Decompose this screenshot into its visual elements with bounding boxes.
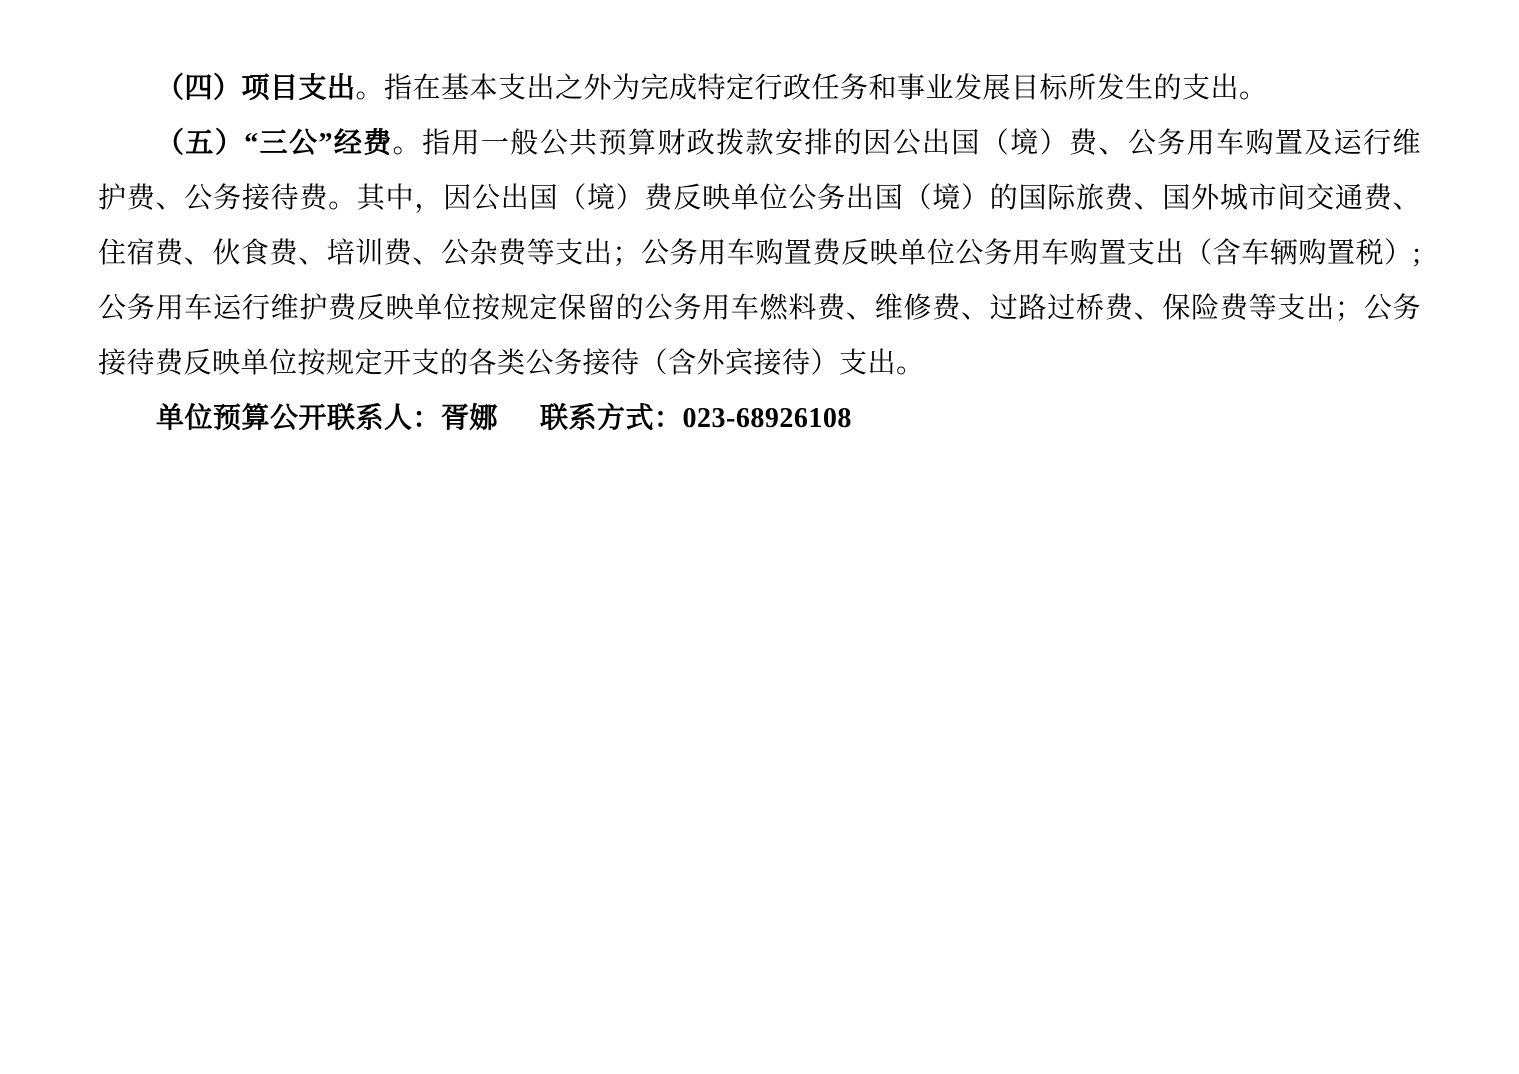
section-5-heading: （五）“三公”经费: [156, 128, 393, 159]
section-5-body-line-3: 住宿费、伙食费、培训费、公杂费等支出；公务用车购置费反映单位公务用车购置支出（含车辆购置税）;: [98, 238, 1421, 269]
section-5-body-line-2: 护费、公务接待费。其中，因公出国（境）费反映单位公务出国（境）的国际旅费、国外城市间交通费、: [98, 183, 1421, 214]
text-line: [98, 116, 1421, 171]
section-4-heading: （四）项目支出: [156, 73, 356, 104]
text-line: [98, 281, 1421, 336]
text-line: [98, 336, 1421, 391]
contact-phone: 023-68926108: [682, 403, 852, 434]
contact-label: 单位预算公开联系人：: [156, 403, 442, 434]
document-body: [98, 61, 1421, 446]
contact-name: 胥娜: [441, 403, 499, 434]
section-5-body-line-4: 公务用车运行维护费反映单位按规定保留的公务用车燃料费、维修费、过路过桥费、保险费等支出；公务: [98, 293, 1421, 324]
section-5-body-line-1: 。指用一般公共预算财政拨款安排的因公出国（境）费、公务用车购置及运行维: [392, 128, 1421, 159]
text-line: [98, 61, 1421, 116]
text-line: [98, 391, 1421, 446]
text-line: [98, 226, 1421, 281]
section-5-body-line-5: 接待费反映单位按规定开支的各类公务接待（含外宾接待）支出。: [98, 348, 925, 379]
text-line: [98, 171, 1421, 226]
contact-method-label: 联系方式：: [540, 403, 683, 434]
section-4-body: 。指在基本支出之外为完成特定行政任务和事业发展目标所发生的支出。: [355, 73, 1268, 104]
